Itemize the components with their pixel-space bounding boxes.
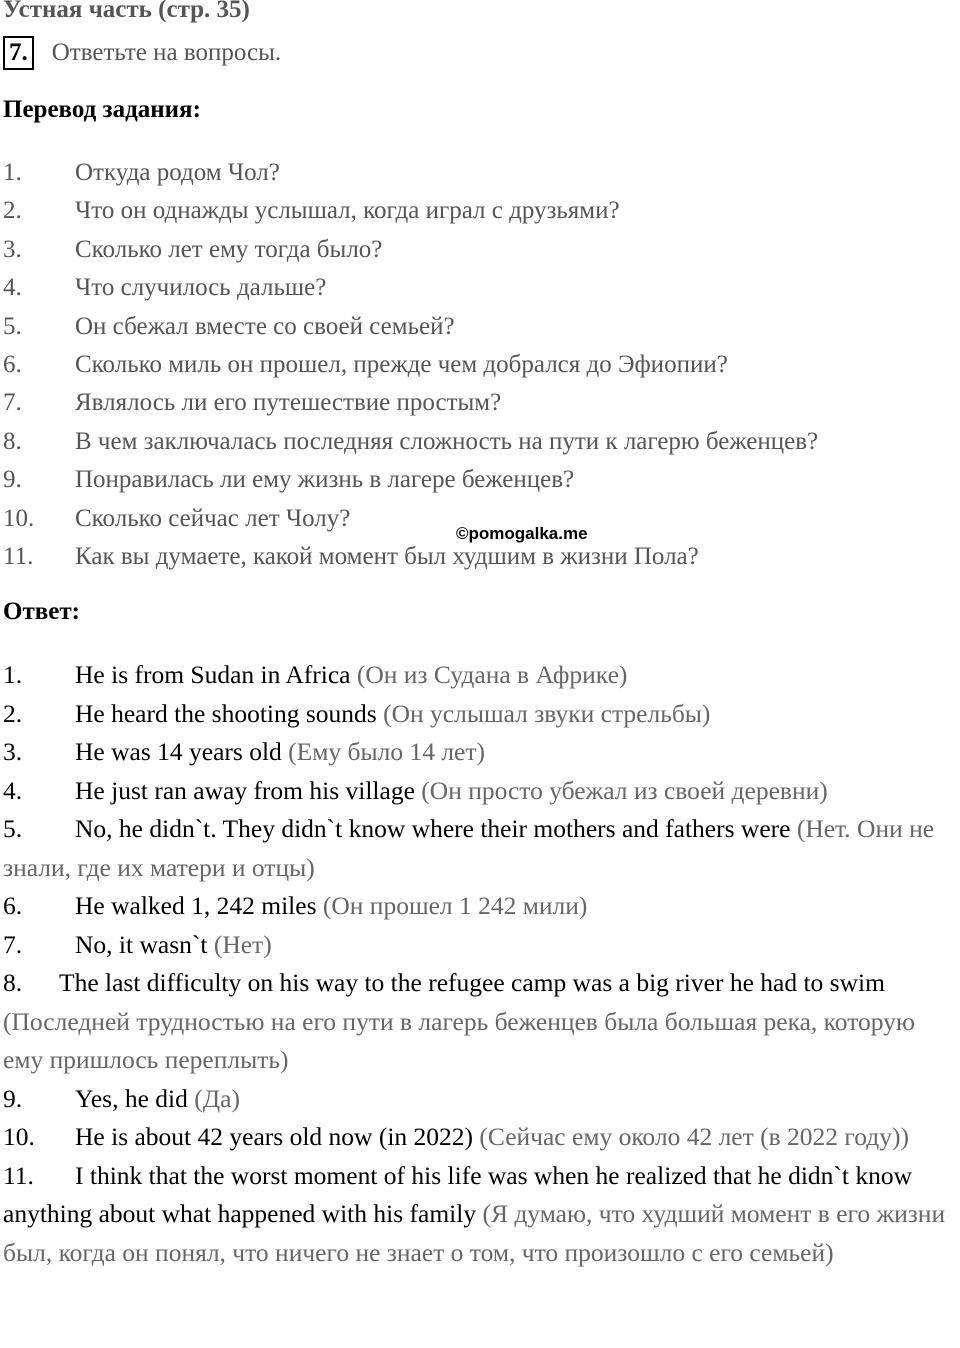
answer-russian: (Ему было 14 лет) (288, 737, 485, 766)
answer-english: I think that the worst moment of his life was when he realized that he didn`t know anything about what happened with his family (3, 1160, 913, 1228)
answer-number: 1. (3, 660, 23, 689)
question-text: Сколько лет ему тогда было? (75, 235, 383, 263)
question-number: 6. (3, 351, 22, 379)
question-item (3, 154, 958, 192)
answer-item (3, 695, 960, 734)
answer-number: 9. (3, 1083, 23, 1113)
answer-russian: (Он прошел 1 242 мили) (322, 891, 588, 920)
answer-item (3, 1118, 960, 1157)
answer-item (3, 733, 960, 772)
task-number-box: 7. (3, 36, 34, 70)
question-text: Он сбежал вместе со своей семьей? (75, 312, 455, 340)
question-text: Являлось ли его путешествие простым? (75, 389, 502, 417)
answer-english: No, it wasn`t (75, 929, 208, 959)
task-instruction: Ответьте на вопросы. (51, 39, 282, 66)
answer-russian: (Он из Судана в Африке) (356, 660, 628, 689)
question-number: 9. (3, 466, 22, 494)
answer-number: 3. (3, 737, 23, 766)
question-item (3, 384, 958, 422)
questions-list (3, 154, 958, 576)
question-item (3, 231, 958, 269)
answer-english: He heard the shooting sounds (75, 698, 377, 728)
page-header: Устная часть (стр. 35) (3, 0, 250, 23)
answer-english: The last difficulty on his way to the refugee camp was a big river he had to swim (59, 968, 885, 997)
question-number: 11. (3, 543, 34, 571)
answer-english: He is from Sudan in Africa (75, 660, 351, 689)
answers-list (3, 656, 960, 1272)
answer-number: 6. (3, 891, 23, 920)
question-number: 7. (3, 389, 22, 417)
answer-english: No, he didn`t. They didn`t know where their mothers and fathers were (75, 814, 791, 843)
question-number: 2. (3, 197, 22, 225)
question-text: Что он однажды услышал, когда играл с друзьями? (75, 197, 620, 225)
question-item (3, 269, 958, 307)
question-number: 8. (3, 427, 22, 455)
answer-item (3, 772, 960, 811)
answer-item (3, 656, 960, 695)
question-number: 5. (3, 312, 22, 340)
task-line (3, 36, 281, 70)
answer-item (3, 887, 960, 926)
answer-russian: (Нет) (213, 929, 272, 959)
watermark: ©pomogalka.me (456, 524, 588, 543)
answer-russian: (Сейчас ему около 42 лет (в 2022 году)) (479, 1122, 909, 1151)
question-text: Как вы думаете, какой момент был худшим в жизни Пола? (75, 543, 699, 571)
answer-item (3, 810, 960, 887)
question-number: 1. (3, 159, 22, 186)
question-text: Что случилось дальше? (75, 274, 327, 302)
question-item (3, 423, 958, 461)
question-item (3, 192, 958, 230)
answer-russian: (Нет. Они не знали, где их матери и отцы) (3, 814, 935, 882)
question-text: В чем заключалась последняя сложность на пути к лагерю беженцев? (75, 427, 819, 455)
answer-russian: (Он просто убежал из своей деревни) (421, 775, 828, 805)
question-number: 10. (3, 504, 35, 532)
question-item (3, 461, 958, 499)
answer-item (3, 964, 960, 1080)
answer-russian: (Последней трудностью на его пути в лагерь беженцев была большая река, которую ему пришлось переплыть) (3, 1006, 915, 1074)
question-text: Сколько сейчас лет Чолу? (75, 504, 351, 532)
answer-russian: (Да) (194, 1083, 240, 1113)
answer-item (3, 1157, 960, 1273)
answer-english: Yes, he did (75, 1083, 188, 1113)
question-number: 4. (3, 274, 22, 302)
question-item (3, 346, 958, 384)
answer-number: 10. (3, 1122, 35, 1151)
answer-number: 8. (3, 968, 23, 997)
answer-number: 4. (3, 775, 23, 805)
answer-number: 2. (3, 698, 23, 728)
answer-number: 7. (3, 929, 23, 959)
answer-heading: Ответ: (3, 598, 80, 625)
question-text: Сколько миль он прошел, прежде чем добрался до Эфиопии? (75, 351, 728, 379)
question-number: 3. (3, 235, 22, 263)
translation-heading: Перевод задания: (3, 96, 201, 123)
question-text: Понравилась ли ему жизнь в лагере беженцев? (75, 466, 575, 494)
answer-russian: (Он услышал звуки стрельбы) (383, 698, 711, 728)
answer-english: He is about 42 years old now (in 2022) (75, 1122, 474, 1151)
answer-number: 5. (3, 814, 23, 843)
answer-english: He was 14 years old (75, 737, 282, 766)
answer-english: He walked 1, 242 miles (75, 891, 317, 920)
answer-number: 11. (3, 1160, 34, 1190)
question-text: Откуда родом Чол? (75, 159, 280, 186)
answer-english: He just ran away from his village (75, 775, 415, 805)
question-item (3, 308, 958, 346)
answer-item (3, 926, 960, 965)
answer-item (3, 1080, 960, 1119)
answer-russian: (Я думаю, что худший момент в его жизни был, когда он понял, что ничего не знает о том, что произошло с его семьей) (3, 1199, 946, 1267)
